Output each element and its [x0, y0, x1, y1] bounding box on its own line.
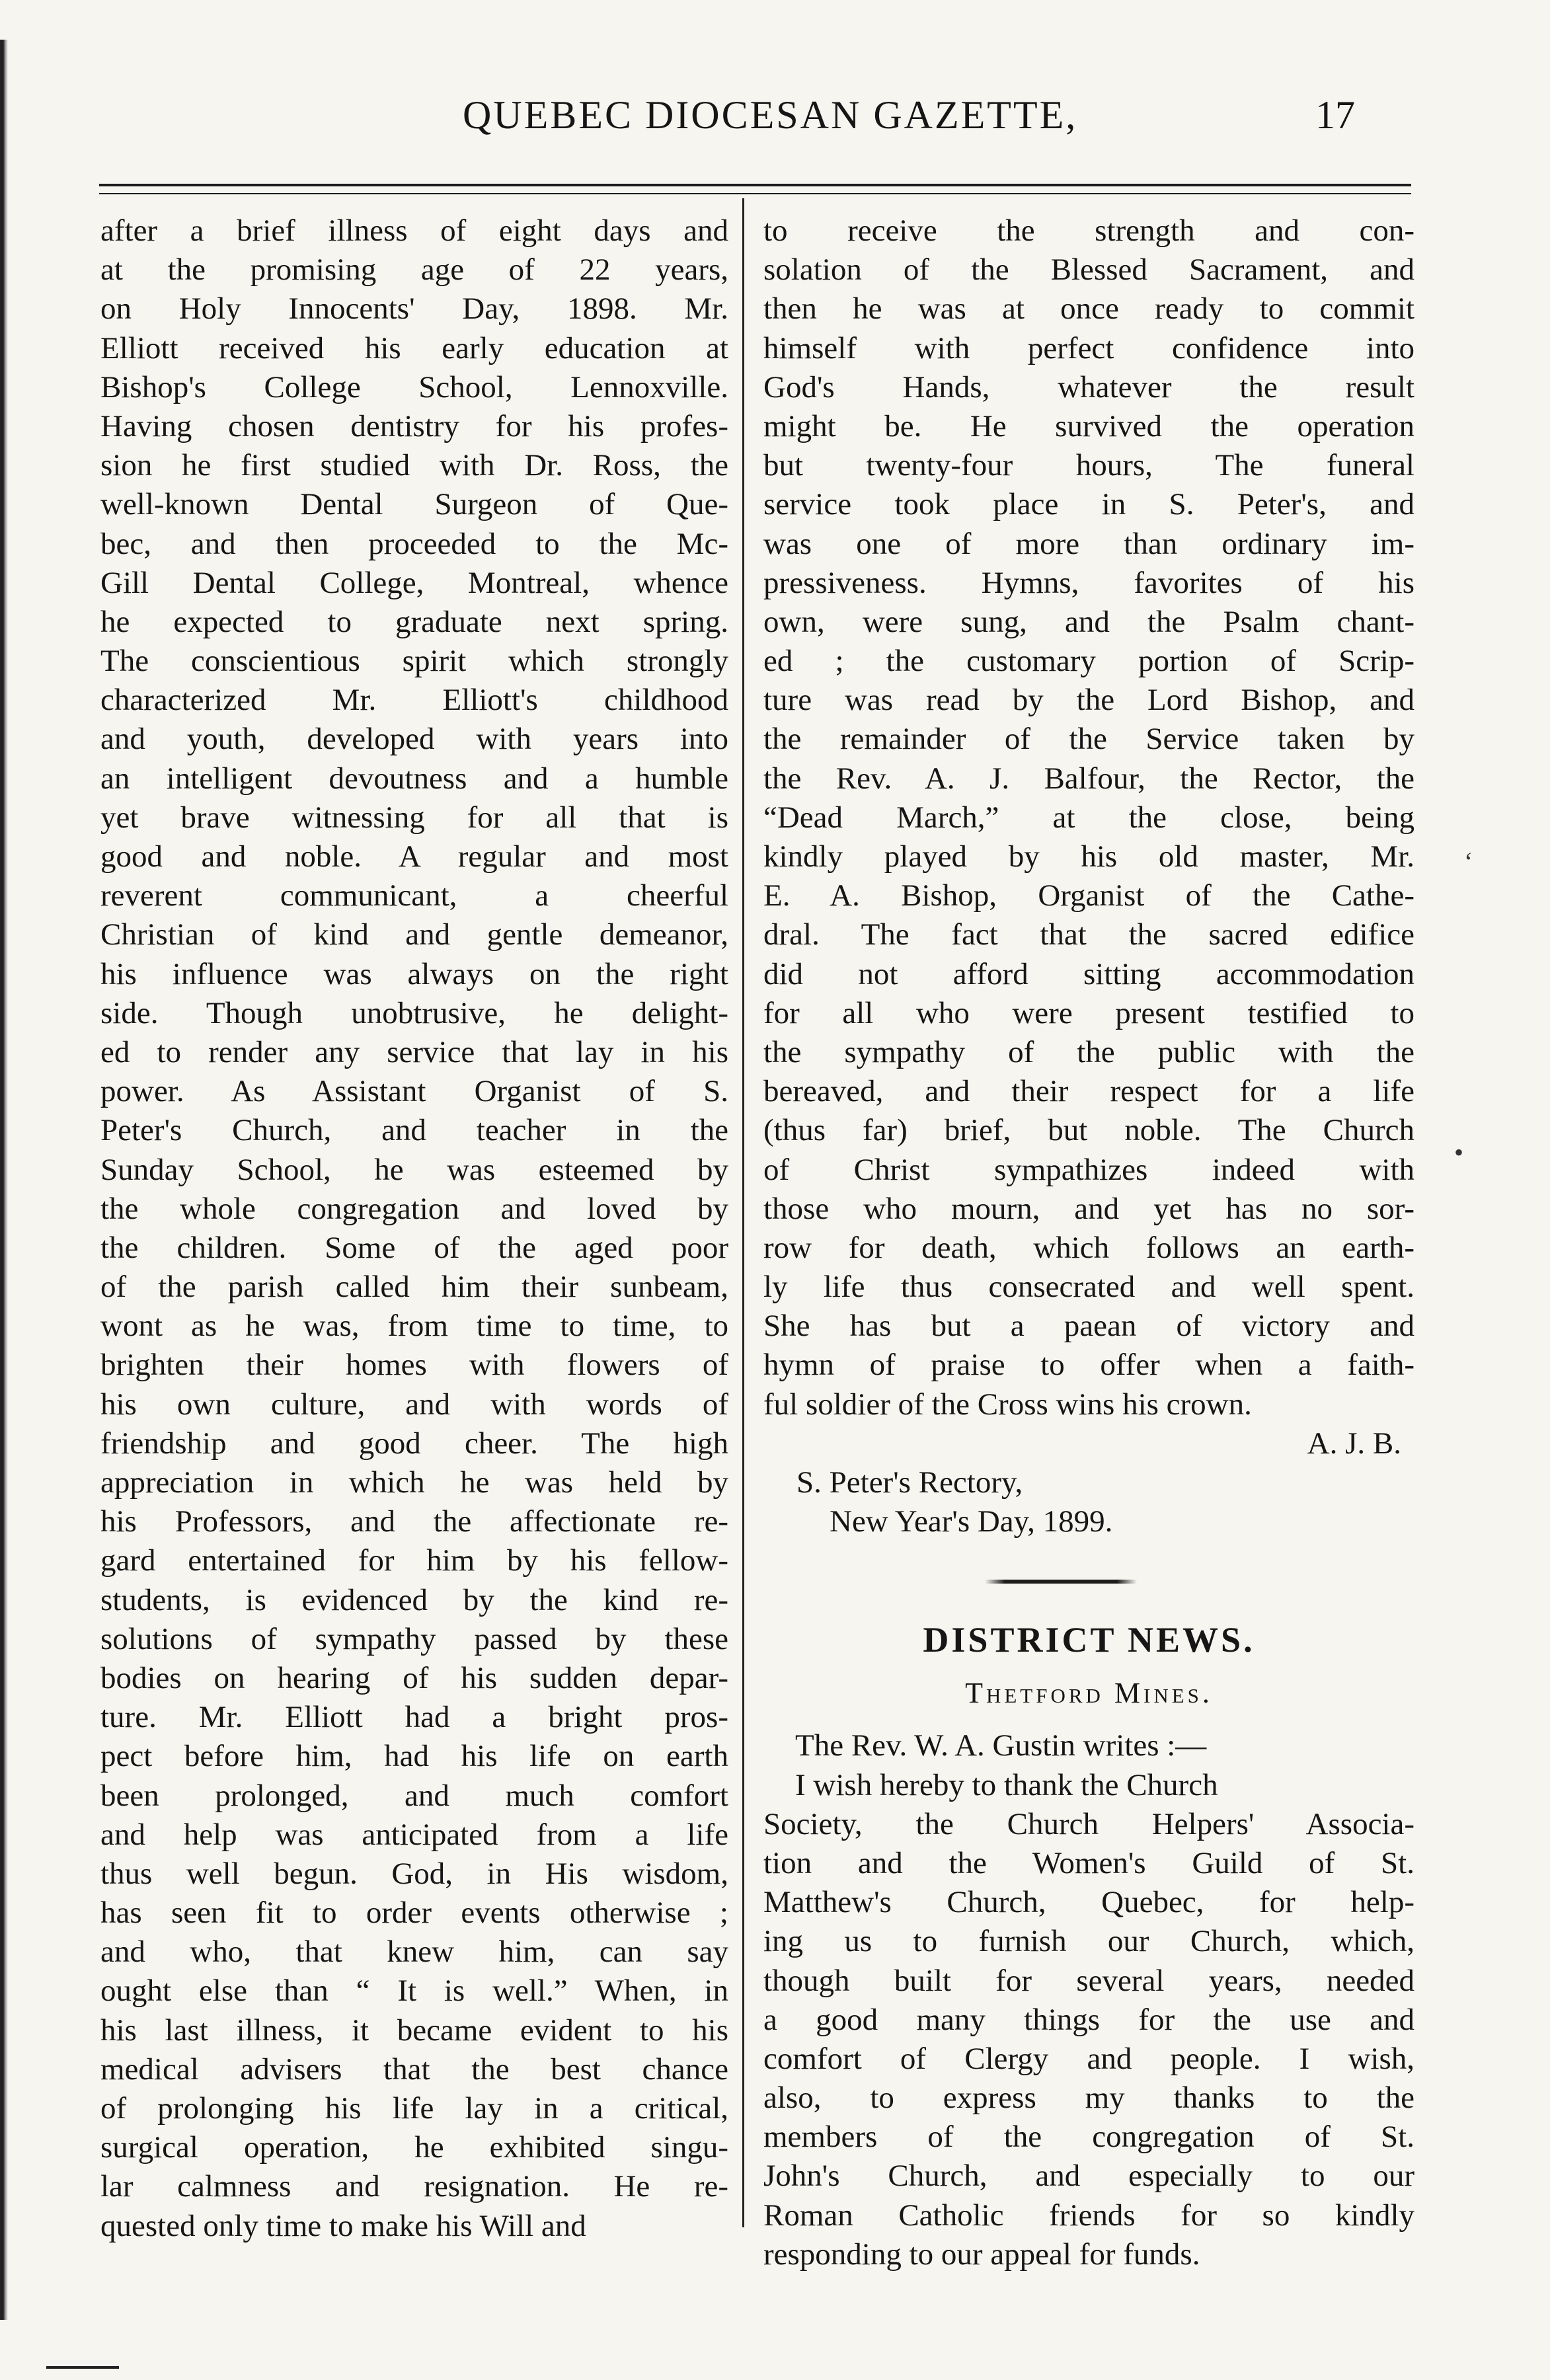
- text-line: and help was anticipated from a life: [100, 1817, 728, 1852]
- text-line: own, were sung, and the Psalm chant-: [763, 604, 1414, 639]
- text-line: bec, and then proceeded to the Mc-: [100, 526, 728, 561]
- text-line: has seen fit to order events otherwise ;: [100, 1896, 728, 1931]
- text-line: Elliott received his early education at: [100, 330, 728, 365]
- text-line: bereaved, and their respect for a life: [763, 1074, 1414, 1109]
- text-line: to receive the strength and con-: [763, 213, 1414, 248]
- text-line: gard entertained for him by his fellow-: [100, 1543, 728, 1578]
- text-line: then he was at once ready to commit: [763, 291, 1414, 326]
- stray-print-mark: ‘: [1464, 847, 1473, 876]
- text-line: was one of more than ordinary im-: [763, 526, 1414, 561]
- district-news-article: [763, 1726, 1414, 2274]
- text-line: comfort of Clergy and people. I wish,: [763, 2041, 1414, 2076]
- text-line: the remainder of the Service taken by: [763, 722, 1414, 757]
- text-line: good and noble. A regular and most: [100, 839, 728, 874]
- text-line: solation of the Blessed Sacrament, and: [763, 252, 1414, 288]
- text-line: reverent communicant, a cheerful: [100, 878, 728, 913]
- text-line: service took place in S. Peter's, and: [763, 487, 1414, 522]
- text-line: quested only time to make his Will and: [100, 2208, 586, 2243]
- separator-rule: [985, 1580, 1137, 1584]
- text-line: ture. Mr. Elliott had a bright pros-: [100, 1700, 728, 1735]
- text-line: thus well begun. God, in His wisdom,: [100, 1856, 728, 1891]
- text-line: John's Church, and especially to our: [763, 2159, 1414, 2194]
- header-rule-thin: [99, 193, 1411, 194]
- text-line: ture was read by the Lord Bishop, and: [763, 683, 1414, 718]
- author-initials: A. J. B.: [1307, 1426, 1401, 1461]
- text-line: Christian of kind and gentle demeanor,: [100, 917, 728, 952]
- text-line: did not afford sitting accommodation: [763, 956, 1414, 991]
- text-line: Society, the Church Helpers' Associa-: [763, 1806, 1414, 1841]
- binding-edge-shadow: [0, 40, 8, 2320]
- text-line: his own culture, and with words of: [100, 1387, 728, 1422]
- text-line: I wish hereby to thank the Church: [795, 1767, 1218, 1802]
- text-line: The Rev. W. A. Gustin writes :—: [795, 1728, 1207, 1763]
- text-line: his influence was always on the right: [100, 956, 728, 991]
- text-line: bodies on hearing of his sudden depar-: [100, 1660, 728, 1695]
- header-rule-thick: [99, 184, 1411, 186]
- column-divider: [742, 198, 744, 2227]
- text-line: pect before him, had his life on earth: [100, 1739, 728, 1774]
- text-line: ful soldier of the Cross wins his crown.: [763, 1387, 1252, 1422]
- text-line: dral. The fact that the sacred edifice: [763, 917, 1414, 952]
- text-line: power. As Assistant Organist of S.: [100, 1074, 728, 1109]
- text-line: the Rev. A. J. Balfour, the Rector, the: [763, 761, 1414, 796]
- text-line: medical advisers that the best chance: [100, 2052, 728, 2087]
- text-line: of prolonging his life lay in a critical,: [100, 2091, 728, 2126]
- right-column: [763, 211, 1414, 2274]
- text-line: and who, that knew him, can say: [100, 1935, 728, 1970]
- text-line: he expected to graduate next spring.: [100, 604, 728, 639]
- text-line: characterized Mr. Elliott's childhood: [100, 683, 728, 718]
- obituary-continuation: [763, 211, 1414, 1424]
- text-line: ly life thus consecrated and well spent.: [763, 1270, 1414, 1305]
- text-line: those who mourn, and yet has no sor-: [763, 1191, 1414, 1226]
- stray-print-mark: •: [1454, 1137, 1464, 1167]
- text-line: yet brave witnessing for all that is: [100, 800, 728, 835]
- text-line: himself with perfect confidence into: [763, 330, 1414, 365]
- text-line: ed to render any service that lay in his: [100, 1034, 728, 1069]
- section-heading-district-news: DISTRICT NEWS.: [923, 1620, 1255, 1660]
- text-line: the children. Some of the aged poor: [100, 1230, 728, 1265]
- text-line: of the parish called him their sunbeam,: [100, 1270, 728, 1305]
- running-head: [0, 93, 1550, 152]
- sub-heading-thetford-mines: Thetford Mines.: [965, 1677, 1213, 1710]
- text-line: tion and the Women's Guild of St.: [763, 1845, 1414, 1880]
- publication-title: QUEBEC DIOCESAN GAZETTE,: [463, 93, 1078, 137]
- text-line: row for death, which follows an earth-: [763, 1230, 1414, 1265]
- text-line: surgical operation, he exhibited singu-: [100, 2130, 728, 2165]
- text-line: Having chosen dentistry for his profes-: [100, 408, 728, 443]
- text-line: of Christ sympathizes indeed with: [763, 1152, 1414, 1187]
- text-line: though built for several years, needed: [763, 1963, 1414, 1998]
- text-line: solutions of sympathy passed by these: [100, 1621, 728, 1656]
- text-line: E. A. Bishop, Organist of the Cathe-: [763, 878, 1414, 913]
- signature-place: S. Peter's Rectory,: [796, 1465, 1023, 1500]
- text-line: and youth, developed with years into: [100, 722, 728, 757]
- text-line: the sympathy of the public with the: [763, 1034, 1414, 1069]
- text-line: for all who were present testified to: [763, 995, 1414, 1030]
- text-line: an intelligent devoutness and a humble: [100, 761, 728, 796]
- text-line: ed ; the customary portion of Scrip-: [763, 644, 1414, 679]
- text-line: Bishop's College School, Lennoxville.: [100, 369, 728, 404]
- text-line: The conscientious spirit which strongly: [100, 644, 728, 679]
- text-line: brighten their homes with flowers of: [100, 1348, 728, 1383]
- text-line: on Holy Innocents' Day, 1898. Mr.: [100, 291, 728, 326]
- text-line: appreciation in which he was held by: [100, 1465, 728, 1500]
- text-line: his Professors, and the affectionate re-: [100, 1504, 728, 1539]
- text-line: the whole congregation and loved by: [100, 1191, 728, 1226]
- left-column-obituary: [100, 211, 728, 2246]
- text-line: (thus far) brief, but noble. The Church: [763, 1113, 1414, 1148]
- footer-fragment-rule: [46, 2366, 119, 2369]
- text-line: Gill Dental College, Montreal, whence: [100, 565, 728, 600]
- section-separator: [763, 1541, 1414, 1619]
- text-line: been prolonged, and much comfort: [100, 1778, 728, 1813]
- text-line: “Dead March,” at the close, being: [763, 800, 1414, 835]
- signature-date: New Year's Day, 1899.: [830, 1504, 1113, 1539]
- text-line: also, to express my thanks to the: [763, 2081, 1414, 2116]
- text-line: well-known Dental Surgeon of Que-: [100, 487, 728, 522]
- text-line: but twenty-four hours, The funeral: [763, 448, 1414, 483]
- page-number: 17: [1315, 93, 1355, 137]
- text-line: hymn of praise to offer when a faith-: [763, 1348, 1414, 1383]
- text-line: Roman Catholic friends for so kindly: [763, 2198, 1414, 2233]
- text-line: Peter's Church, and teacher in the: [100, 1113, 728, 1148]
- text-line: side. Though unobtrusive, he delight-: [100, 995, 728, 1030]
- text-line: students, is evidenced by the kind re-: [100, 1582, 728, 1617]
- text-line: after a brief illness of eight days and: [100, 213, 728, 248]
- text-line: wont as he was, from time to time, to: [100, 1309, 728, 1344]
- text-line: at the promising age of 22 years,: [100, 252, 728, 288]
- text-line: God's Hands, whatever the result: [763, 369, 1414, 404]
- text-line: his last illness, it became evident to his: [100, 2013, 728, 2048]
- text-line: pressiveness. Hymns, favorites of his: [763, 565, 1414, 600]
- text-line: responding to our appeal for funds.: [763, 2237, 1200, 2272]
- text-line: kindly played by his old master, Mr.: [763, 839, 1414, 874]
- text-line: Sunday School, he was esteemed by: [100, 1152, 728, 1187]
- text-line: sion he first studied with Dr. Ross, the: [100, 448, 728, 483]
- text-line: ing us to furnish our Church, which,: [763, 1924, 1414, 1959]
- text-line: ought else than “ It is well.” When, in: [100, 1974, 728, 2009]
- text-line: members of the congregation of St.: [763, 2120, 1414, 2155]
- text-line: might be. He survived the operation: [763, 408, 1414, 443]
- text-line: lar calmness and resignation. He re-: [100, 2169, 728, 2204]
- text-line: a good many things for the use and: [763, 2002, 1414, 2037]
- text-line: She has but a paean of victory and: [763, 1309, 1414, 1344]
- text-line: friendship and good cheer. The high: [100, 1426, 728, 1461]
- text-line: Matthew's Church, Quebec, for help-: [763, 1885, 1414, 1920]
